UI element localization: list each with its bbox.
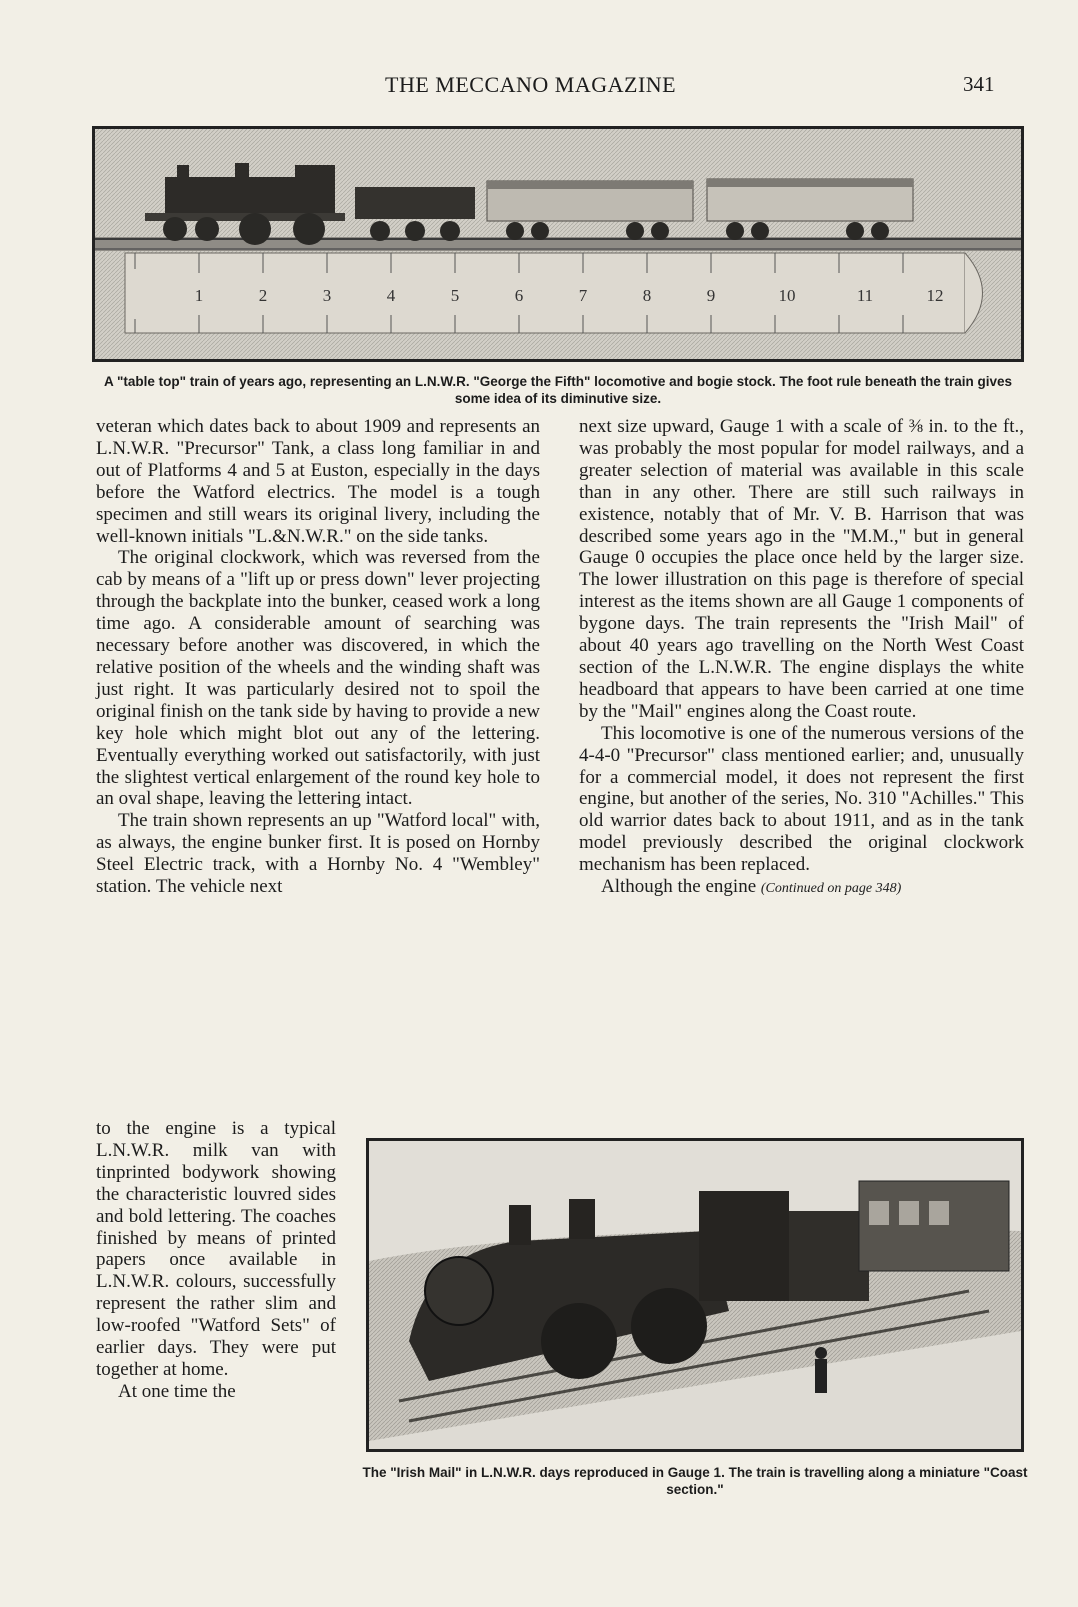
paragraph: The train shown represents an up "Watford local" with, as always, the engine bunker first. It is posed on Hornby Steel Electric track, with a Hornby No. 4 "Wembley" station. The vehicle next xyxy=(96,810,540,898)
left-column xyxy=(96,416,540,898)
paragraph: This locomotive is one of the numerous versions of the 4-4-0 "Precursor" class mentioned earlier; and, unusually for a commercial model, it does not represent the first engine, but another of the series, No. 310 "Achilles." This old warrior dates back to about 1911, and as in the tank model previously described the original clockwork mechanism has been replaced. xyxy=(579,722,1024,876)
ruler-number: 7 xyxy=(578,286,588,305)
top-figure-caption: A "table top" train of years ago, representing an L.N.W.R. "George the Fifth" locomotive and bogie stock. The foot rule beneath the train gives some idea of its diminutive size. xyxy=(104,374,1012,406)
paragraph: veteran which dates back to about 1909 and represents an L.N.W.R. "Precursor" Tank, a class long familiar in and out of Platforms 4 and 5 at Euston, especially in the days before the Watford electrics. The model is a tough specimen and still wears its original livery, including the well-known initials "L.&N.W.R." on the side tanks. xyxy=(96,416,540,547)
ruler-number: 10 xyxy=(778,286,796,305)
tender-shape xyxy=(789,1211,869,1301)
paragraph: to the engine is a typical L.N.W.R. milk van with tinprinted bodywork showing the characteristic louvred sides and bold lettering. The coaches finished by means of printed papers once available in L.N.W.R. colours, successfully represent the rather slim and low-roofed "Watford Sets" of earlier days. They were put together at home. xyxy=(96,1118,336,1380)
ruler-number: 2 xyxy=(258,286,268,305)
ruler-number: 8 xyxy=(642,286,652,305)
ruler-number: 12 xyxy=(926,286,944,305)
ruler-number: 5 xyxy=(450,286,460,305)
irish-mail-train-photo xyxy=(366,1138,1024,1452)
bottom-figure-caption: The "Irish Mail" in L.N.W.R. days reproduced in Gauge 1. The train is travelling along a miniature "Coast section." xyxy=(362,1465,1028,1497)
coach-shape xyxy=(859,1181,1009,1271)
magazine-title: THE MECCANO MAGAZINE xyxy=(385,72,677,97)
paragraph: At one time the xyxy=(118,1380,236,1402)
continued-note: (Continued on page 348) xyxy=(760,881,902,897)
ruler-number: 6 xyxy=(514,286,524,305)
ruler-number: 1 xyxy=(194,286,204,305)
ruler-number: 11 xyxy=(856,286,874,305)
page-header xyxy=(0,72,1078,102)
ruler-number: 3 xyxy=(322,286,332,305)
figure-shape xyxy=(815,1347,827,1393)
page-number: 341 xyxy=(963,72,995,96)
table-top-train-photo xyxy=(92,126,1024,362)
narrow-column xyxy=(96,1118,336,1403)
ruler-number: 4 xyxy=(386,286,396,305)
ruler-number: 9 xyxy=(706,286,716,305)
paragraph: next size upward, Gauge 1 with a scale of ⅜ in. to the ft., was probably the most popular for model railways, and a greater selection of material was available in this scale than in any other. There are still such railways in existence, notably that of Mr. V. B. Harrison that was described some years ago in the "M.M.," but in general Gauge 0 occupies the place once held by the larger size. The lower illustration on this page is therefore of special interest as the items shown are all Gauge 1 components of bygone days. The train represents the "Irish Mail" of about 40 years ago travelling on the North West Coast section of the L.N.W.R. The engine displays the white headboard that appears to have been carried at one time by the "Mail" engines along the Coast route. xyxy=(579,416,1024,722)
right-column xyxy=(579,416,1024,900)
paragraph-with-continuation xyxy=(579,876,1024,900)
tender-shape xyxy=(355,187,475,241)
paragraph: The original clockwork, which was reversed from the cab by means of a "lift up or press down" lever projecting through the backplate into the bunker, ceased work a long time ago. A considerable amount of searching was necessary before another was discovered, in which the relative position of the wheels and the winding shaft was just right. It was particularly desired not to spoil the original finish on the tank side by having to provide a new key hole which might blot out any of the lettering. Eventually everything worked out satisfactorily, with just the slightest vertical enlargement of the round key hole to an oval shape, leaving the lettering intact. xyxy=(96,547,540,810)
paragraph: Although the engine xyxy=(601,876,757,898)
